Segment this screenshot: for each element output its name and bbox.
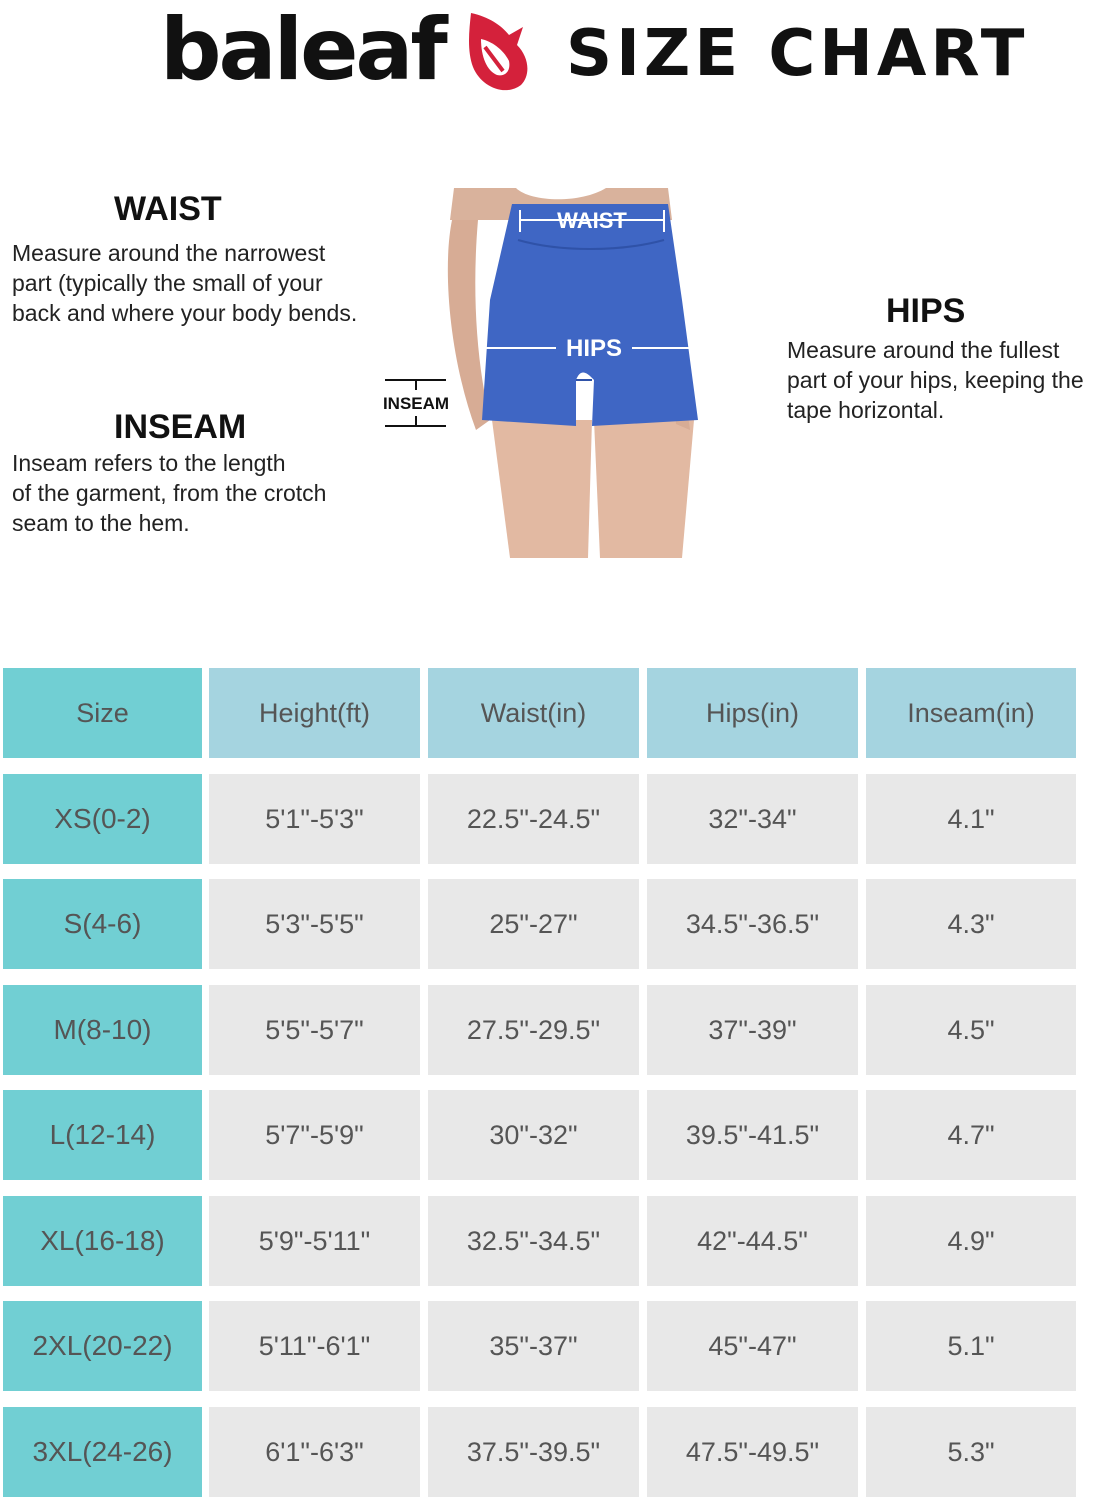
inseam-description — [12, 448, 326, 538]
waist-cell: 37.5"-39.5" — [428, 1407, 639, 1497]
height-cell: 6'1"-6'3" — [209, 1407, 420, 1497]
table-row — [0, 985, 1104, 1075]
waist-description — [12, 238, 357, 328]
height-cell: 5'11"-6'1" — [209, 1301, 420, 1391]
height-cell: 5'3"-5'5" — [209, 879, 420, 969]
hips-line: Measure around the fullest — [787, 337, 1060, 363]
header-inseam: Inseam(in) — [866, 668, 1076, 758]
size-cell: 2XL(20-22) — [3, 1301, 202, 1391]
header-size: Size — [3, 668, 202, 758]
table-row — [0, 1090, 1104, 1180]
size-cell: XL(16-18) — [3, 1196, 202, 1286]
waist-cell: 27.5"-29.5" — [428, 985, 639, 1075]
hips-cell: 34.5"-36.5" — [647, 879, 858, 969]
height-cell: 5'5"-5'7" — [209, 985, 420, 1075]
hips-heading: HIPS — [886, 292, 966, 330]
shorts-diagram — [380, 180, 740, 570]
inseam-cell: 4.1" — [866, 774, 1076, 864]
inseam-cell: 4.9" — [866, 1196, 1076, 1286]
waist-line: back and where your body bends. — [12, 300, 358, 326]
inseam-cell: 4.7" — [866, 1090, 1076, 1180]
inseam-cell: 5.1" — [866, 1301, 1076, 1391]
table-row — [0, 879, 1104, 969]
table-row — [0, 774, 1104, 864]
waist-heading: WAIST — [114, 190, 222, 228]
waist-cell: 25"-27" — [428, 879, 639, 969]
waist-cell: 22.5"-24.5" — [428, 774, 639, 864]
hips-cell: 42"-44.5" — [647, 1196, 858, 1286]
page-title: SIZE CHART — [566, 17, 1029, 91]
right-leg — [594, 420, 694, 558]
leaf-logo-icon — [451, 5, 541, 95]
diagram-hips-label: HIPS — [565, 335, 623, 362]
table-row — [0, 1301, 1104, 1391]
waist-line: part (typically the small of your — [12, 270, 323, 296]
waist-line: Measure around the narrowest — [12, 240, 326, 266]
left-leg — [492, 420, 592, 558]
table-row — [0, 1196, 1104, 1286]
header-height: Height(ft) — [209, 668, 420, 758]
hips-line: part of your hips, keeping the — [787, 367, 1084, 393]
brand-logo — [160, 0, 541, 100]
hips-cell: 37"-39" — [647, 985, 858, 1075]
table-header — [0, 668, 1104, 758]
height-cell: 5'1"-5'3" — [209, 774, 420, 864]
hips-cell: 45"-47" — [647, 1301, 858, 1391]
inseam-cell: 4.5" — [866, 985, 1076, 1075]
hips-line: tape horizontal. — [787, 397, 945, 423]
brand-wordmark: baleaf — [160, 0, 445, 100]
inseam-heading: INSEAM — [114, 408, 247, 446]
shorts-fill — [482, 204, 698, 426]
header-waist: Waist(in) — [428, 668, 639, 758]
inseam-line: seam to the hem. — [12, 510, 190, 536]
header-hips: Hips(in) — [647, 668, 858, 758]
hips-cell: 39.5"-41.5" — [647, 1090, 858, 1180]
table-row — [0, 1407, 1104, 1497]
hips-description — [787, 335, 1084, 425]
hips-cell: 47.5"-49.5" — [647, 1407, 858, 1497]
hips-cell: 32"-34" — [647, 774, 858, 864]
diagram-inseam-label: INSEAM — [382, 394, 450, 413]
inseam-cell: 5.3" — [866, 1407, 1076, 1497]
diagram-waist-label: WAIST — [557, 208, 627, 233]
size-cell: S(4-6) — [3, 879, 202, 969]
size-cell: XS(0-2) — [3, 774, 202, 864]
height-cell: 5'9"-5'11" — [209, 1196, 420, 1286]
waist-cell: 30"-32" — [428, 1090, 639, 1180]
waist-cell: 35"-37" — [428, 1301, 639, 1391]
size-cell: M(8-10) — [3, 985, 202, 1075]
waist-cell: 32.5"-34.5" — [428, 1196, 639, 1286]
inseam-line: Inseam refers to the length — [12, 450, 286, 476]
height-cell: 5'7"-5'9" — [209, 1090, 420, 1180]
inseam-line: of the garment, from the crotch — [12, 480, 327, 506]
size-cell: L(12-14) — [3, 1090, 202, 1180]
size-cell: 3XL(24-26) — [3, 1407, 202, 1497]
inseam-cell: 4.3" — [866, 879, 1076, 969]
